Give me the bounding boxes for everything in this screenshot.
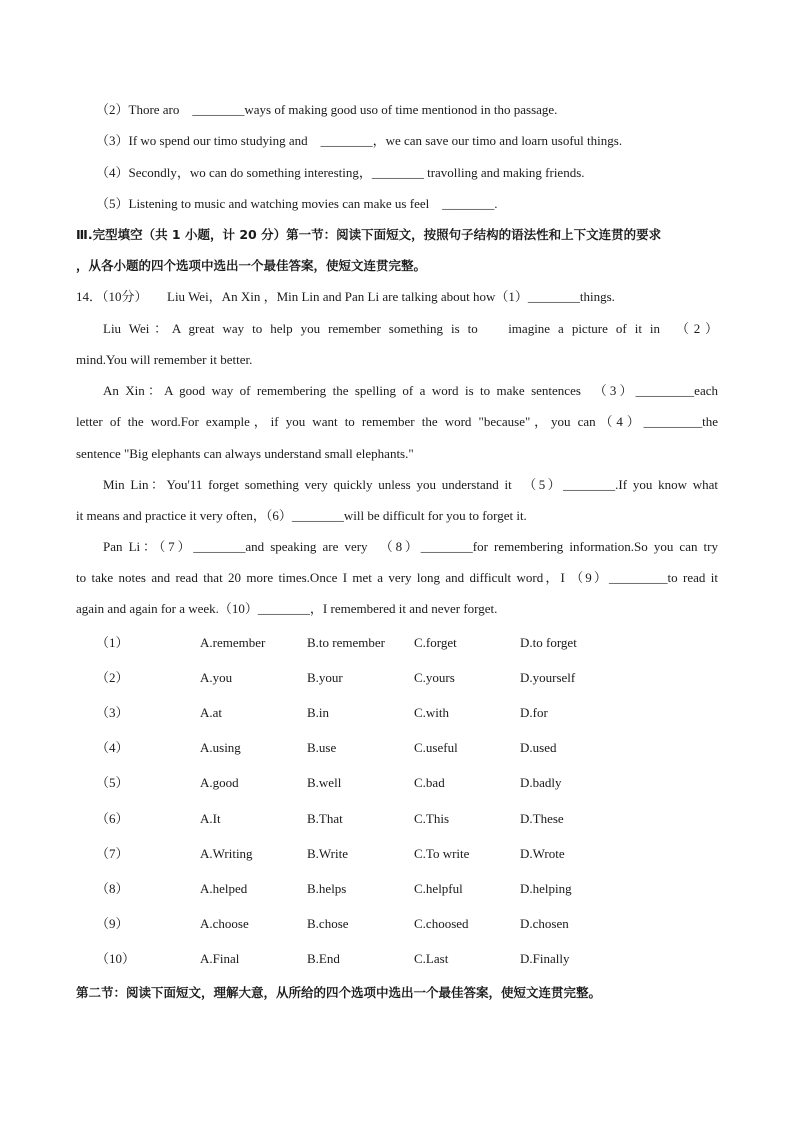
- option-c: C.forget: [414, 635, 457, 650]
- options-row: [96, 846, 656, 862]
- section3-heading-line2: ，从各小题的四个选项中选出一个最佳答案，使短文连贯完整。: [76, 258, 427, 273]
- option-b: B.in: [307, 705, 330, 720]
- option-a: A.good: [200, 775, 239, 790]
- option-a: A.Final: [200, 951, 240, 966]
- option-number: （2）: [96, 670, 129, 685]
- options-row: [96, 916, 656, 932]
- option-c: C.useful: [414, 740, 458, 755]
- option-c: C.To write: [414, 846, 470, 861]
- option-a: A.It: [200, 811, 221, 826]
- option-b: B.your: [307, 670, 343, 685]
- options-row: [96, 635, 656, 651]
- section3-heading-line1: Ⅲ.完型填空（共 1 小题，计 20 分）第一节：阅读下面短文，按照句子结构的语法性和上下文连贯的要求: [76, 227, 662, 242]
- passage-line: again and again for a week.（10）________，I remembered it and never forget.: [76, 601, 498, 616]
- option-b: B.Write: [307, 846, 348, 861]
- options-row: [96, 705, 656, 721]
- question-4-text: （4）Secondly，wo can do something interesting，________ travolling and making friends.: [96, 165, 585, 180]
- option-d: D.helping: [520, 881, 572, 896]
- option-number: （7）: [96, 846, 129, 861]
- option-a: A.remember: [200, 635, 266, 650]
- option-d: D.yourself: [520, 670, 576, 685]
- option-d: D.for: [520, 705, 548, 720]
- option-a: A.choose: [200, 916, 249, 931]
- passage-line: letter of the word.For example，if you want to remember the word "because"，you can（4）_________the: [76, 414, 718, 429]
- option-a: A.at: [200, 705, 223, 720]
- section2-heading: 第二节：阅读下面短文，理解大意，从所给的四个选项中选出一个最佳答案，使短文连贯完整。: [76, 985, 602, 1000]
- option-d: D.to forget: [520, 635, 577, 650]
- option-number: （8）: [96, 881, 129, 896]
- option-d: D.chosen: [520, 916, 569, 931]
- options-row: [96, 740, 656, 756]
- option-number: （10）: [96, 951, 136, 966]
- options-row: [96, 951, 656, 967]
- option-number: （6）: [96, 811, 129, 826]
- passage-line: An Xin：A good way of remembering the spelling of a word is to make sentences （3）_________each: [103, 383, 718, 398]
- options-row: [96, 670, 656, 686]
- options-row: [96, 881, 656, 897]
- option-c: C.choosed: [414, 916, 469, 931]
- option-d: D.badly: [520, 775, 562, 790]
- options-row: [96, 811, 656, 827]
- passage-intro: 14．（10分） Liu Wei，An Xin ，Min Lin and Pan Li are talking about how（1）________things.: [76, 289, 615, 304]
- option-a: A.Writing: [200, 846, 253, 861]
- options-row: [96, 775, 656, 791]
- option-d: D.Finally: [520, 951, 570, 966]
- passage-line: Pan Li：（7）________and speaking are very （8）________for remembering information.So you can try: [103, 539, 718, 554]
- option-d: D.These: [520, 811, 564, 826]
- option-b: B.well: [307, 775, 342, 790]
- option-number: （4）: [96, 740, 129, 755]
- option-c: C.bad: [414, 775, 445, 790]
- option-c: C.helpful: [414, 881, 463, 896]
- passage-line: Min Lin：You'11 forget something very quickly unless you understand it （5）________.If you know what: [103, 477, 718, 492]
- passage-line: Liu Wei：A great way to help you remember something is to imagine a picture of it in （2）: [103, 321, 718, 336]
- option-b: B.End: [307, 951, 340, 966]
- question-2-text: （2）Thore aro ________ways of making good uso of time mentionod in tho passage.: [96, 102, 558, 117]
- option-b: B.helps: [307, 881, 347, 896]
- option-a: A.using: [200, 740, 241, 755]
- passage-line: to take notes and read that 20 more times.Once I met a very long and difficult word，I （9）_________to read it: [76, 570, 718, 585]
- option-d: D.used: [520, 740, 557, 755]
- option-number: （9）: [96, 916, 129, 931]
- option-c: C.yours: [414, 670, 455, 685]
- option-d: D.Wrote: [520, 846, 565, 861]
- option-number: （3）: [96, 705, 129, 720]
- question-5-text: （5）Listening to music and watching movies can make us feel ________.: [96, 196, 498, 211]
- option-c: C.Last: [414, 951, 449, 966]
- option-number: （5）: [96, 775, 129, 790]
- option-b: B.chose: [307, 916, 349, 931]
- passage-line: it means and practice it very often，（6）________will be difficult for you to forget it.: [76, 508, 527, 523]
- option-a: A.you: [200, 670, 233, 685]
- option-a: A.helped: [200, 881, 248, 896]
- passage-line: sentence "Big elephants can always understand small elephants.": [76, 446, 414, 461]
- option-c: C.with: [414, 705, 450, 720]
- option-b: B.use: [307, 740, 337, 755]
- option-c: C.This: [414, 811, 450, 826]
- passage-line: mind.You will remember it better.: [76, 352, 253, 367]
- option-b: B.That: [307, 811, 343, 826]
- option-b: B.to remember: [307, 635, 385, 650]
- option-number: （1）: [96, 635, 129, 650]
- question-3-text: （3）If wo spend our timo studying and ________，we can save our timo and loarn usoful things.: [96, 133, 623, 148]
